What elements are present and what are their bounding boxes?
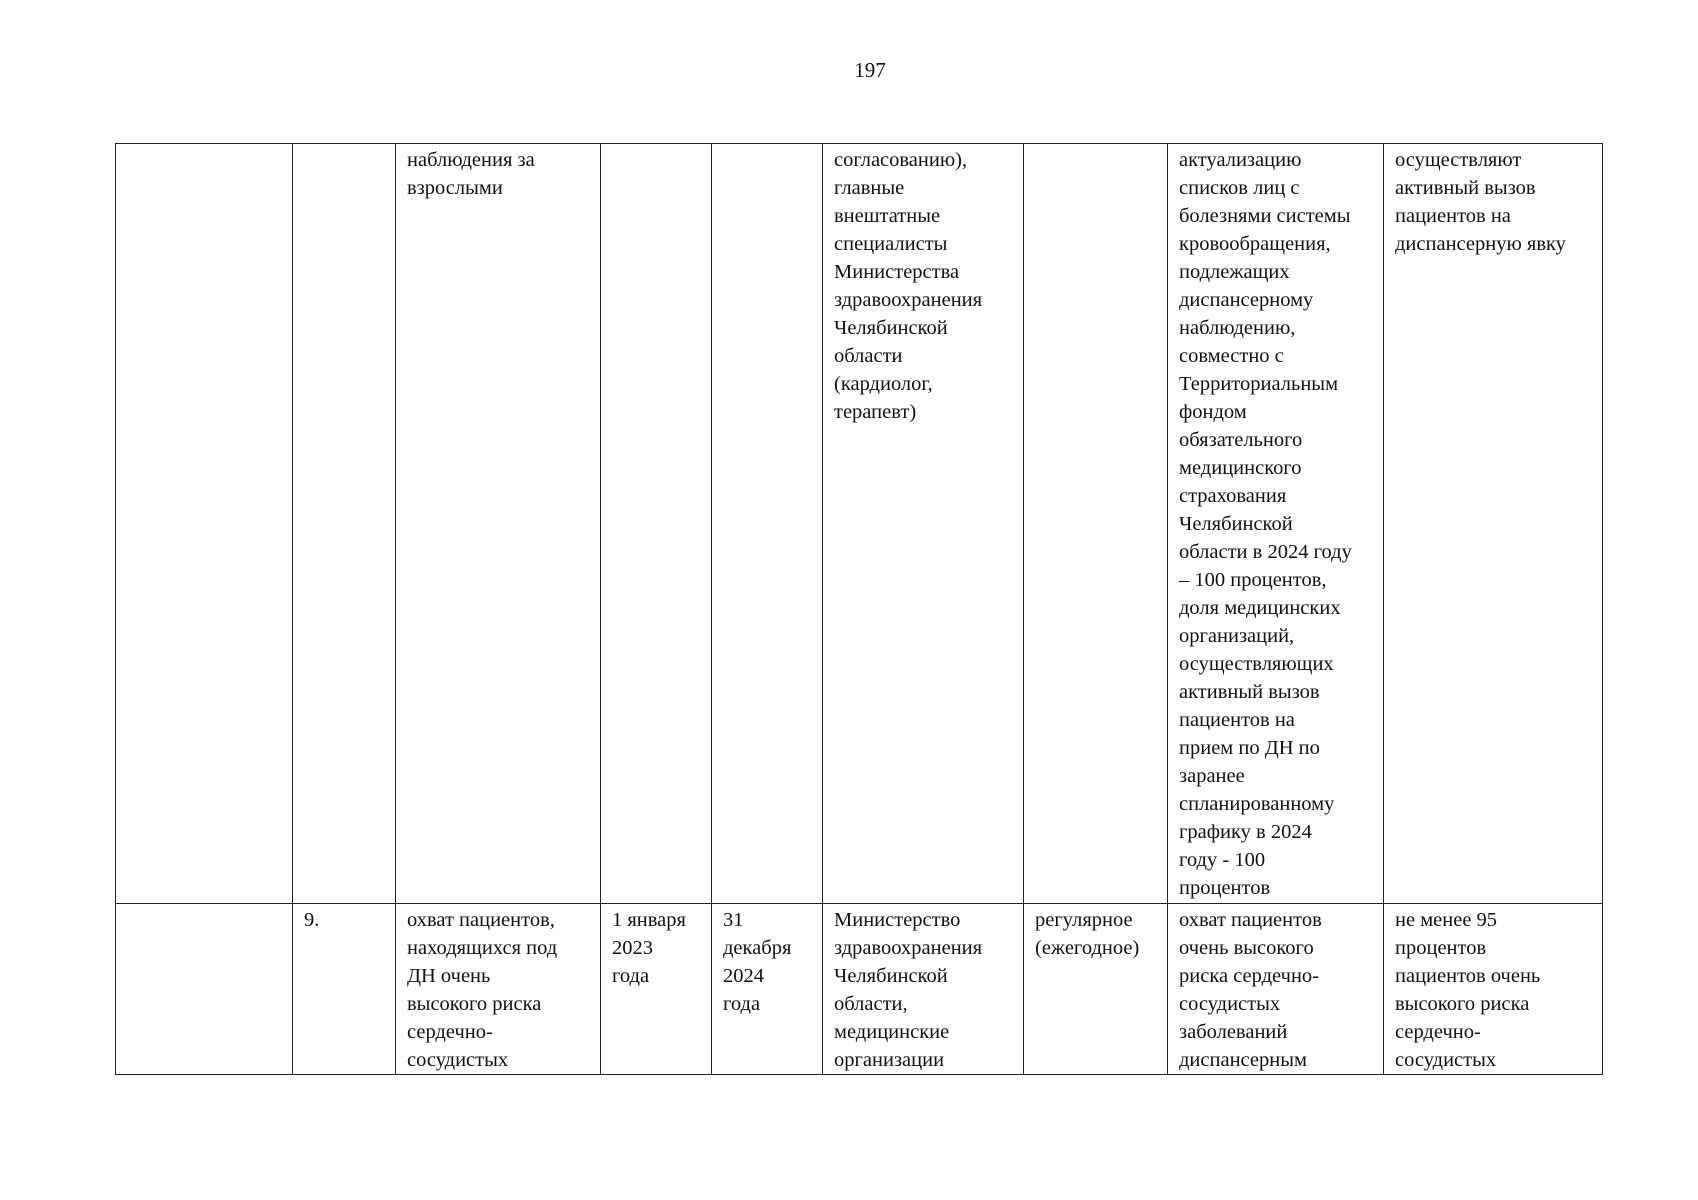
cell-end-date: 31 декабря 2024 года	[712, 904, 823, 1075]
cell-responsible: Министерство здравоохранения Челябинской области, медицинские организации	[823, 904, 1024, 1075]
cell-frequency	[1024, 144, 1168, 904]
cell-start-date: 1 января 2023 года	[601, 904, 712, 1075]
cell-end-date	[712, 144, 823, 904]
page-number: 197	[854, 58, 886, 82]
cell-responsible: согласованию), главные внештатные специалисты Министерства здравоохранения Челябинской области (кардиолог, терапевт)	[823, 144, 1024, 904]
table-row	[116, 904, 1603, 1075]
cell-indicator-name: наблюдения за взрослыми	[396, 144, 601, 904]
cell-number	[293, 144, 396, 904]
cell-target-value: не менее 95 процентов пациентов очень высокого риска сердечно- сосудистых	[1384, 904, 1603, 1075]
cell-indicator-name: охват пациентов, находящихся под ДН очень высокого риска сердечно- сосудистых	[396, 904, 601, 1075]
cell-empty	[116, 144, 293, 904]
cell-empty	[116, 904, 293, 1075]
cell-frequency: регулярное (ежегодное)	[1024, 904, 1168, 1075]
activity-plan-table	[115, 143, 1603, 1075]
cell-target-value: осуществляют активный вызов пациентов на диспансерную явку	[1384, 144, 1603, 904]
cell-start-date	[601, 144, 712, 904]
table-row	[116, 144, 1603, 904]
cell-result-description: актуализацию списков лиц с болезнями системы кровообращения, подлежащих диспансерному наблюдению, совместно с Территориальным фондом обязательного медицинского страхования Челябинской области в 2024 году – 100 процентов, доля медицинских организаций, осуществляющих активный вызов пациентов на прием по ДН по заранее спланированному графику в 2024 году - 100 процентов	[1168, 144, 1384, 904]
cell-number: 9.	[293, 904, 396, 1075]
cell-result-description: охват пациентов очень высокого риска сердечно- сосудистых заболеваний диспансерным	[1168, 904, 1384, 1075]
